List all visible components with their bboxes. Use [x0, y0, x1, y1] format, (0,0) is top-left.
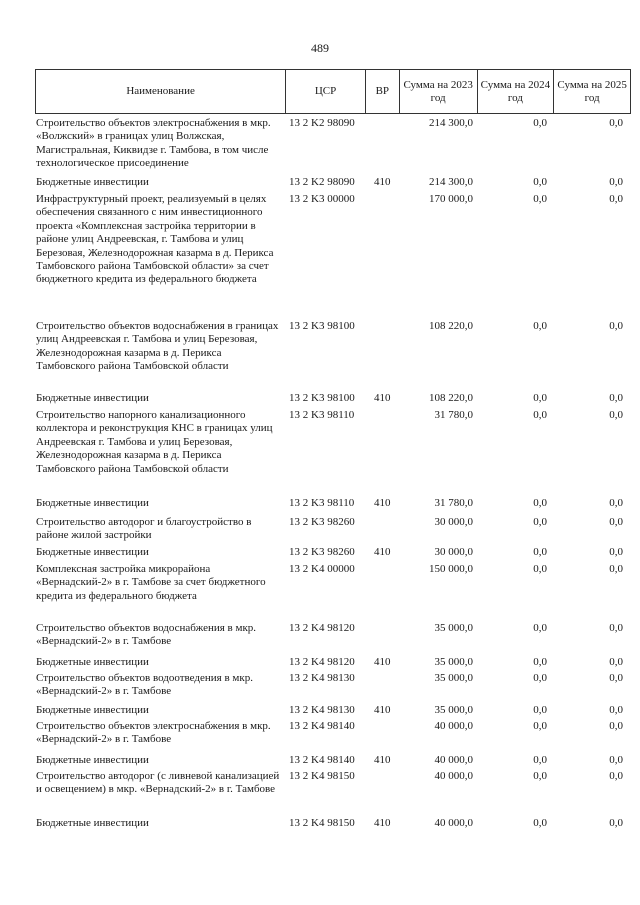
- row-sum-2023: 40 000,0: [434, 754, 473, 766]
- row-sum-2025: 0,0: [609, 320, 623, 332]
- row-sum-2025: 0,0: [609, 497, 623, 509]
- row-sum-2023: 35 000,0: [434, 622, 473, 634]
- row-name: Бюджетные инвестиции: [36, 656, 149, 668]
- row-csr: 13 2 K3 00000: [289, 193, 355, 205]
- row-name: Строительство объектов водоснабжения в мкр. «Вернадский-2» в г. Тамбове: [36, 622, 257, 648]
- row-csr: 13 2 K3 98110: [289, 497, 355, 509]
- row-csr: 13 2 K4 00000: [289, 563, 355, 575]
- row-sum-2023: 35 000,0: [434, 704, 473, 716]
- row-name: Бюджетные инвестиции: [36, 546, 149, 558]
- row-sum-2025: 0,0: [609, 704, 623, 716]
- row-csr: 13 2 K2 98090: [289, 117, 355, 129]
- row-sum-2023: 35 000,0: [434, 672, 473, 684]
- row-sum-2025: 0,0: [609, 546, 623, 558]
- row-sum-2023: 31 780,0: [434, 409, 473, 421]
- row-sum-2025: 0,0: [609, 516, 623, 528]
- row-vr: 410: [374, 754, 391, 766]
- row-sum-2023: 31 780,0: [434, 497, 473, 509]
- row-sum-2023: 108 220,0: [429, 320, 473, 332]
- row-sum-2024: 0,0: [533, 672, 547, 684]
- row-sum-2023: 214 300,0: [429, 176, 473, 188]
- row-name: Бюджетные инвестиции: [36, 704, 149, 716]
- row-sum-2024: 0,0: [533, 817, 547, 829]
- row-csr: 13 2 K3 98260: [289, 516, 355, 528]
- row-csr: 13 2 K3 98100: [289, 320, 355, 332]
- row-sum-2025: 0,0: [609, 193, 623, 205]
- row-sum-2025: 0,0: [609, 409, 623, 421]
- row-csr: 13 2 K4 98130: [289, 704, 355, 716]
- row-vr: 410: [374, 546, 391, 558]
- header-csr: ЦСР: [285, 70, 365, 113]
- row-name: Инфраструктурный проект, реализуемый в целях обеспечения связанного с ним инвестиционного проекта «Комплексная застройка территории в районе улиц Андреевская, г. Тамбова и улиц Березовая, Железнодорожная казарма в д. Перикса Тамбовского района Тамбовской области» за счет бюджетного кредита из федерального бюджета: [36, 193, 274, 286]
- row-name: Бюджетные инвестиции: [36, 497, 149, 509]
- row-sum-2024: 0,0: [533, 656, 547, 668]
- row-csr: 13 2 K4 98120: [289, 656, 355, 668]
- row-csr: 13 2 K4 98130: [289, 672, 355, 684]
- row-name: Строительство объектов водоснабжения в границах улиц Андреевская г. Тамбова и улиц Березовая, Железнодорожная казарма в д. Перикса Тамбовского района Тамбовской области: [36, 320, 279, 373]
- row-sum-2025: 0,0: [609, 563, 623, 575]
- header-sum-2025: Сумма на 2025 год: [553, 70, 630, 113]
- row-sum-2025: 0,0: [609, 754, 623, 766]
- row-sum-2023: 214 300,0: [429, 117, 473, 129]
- row-sum-2023: 35 000,0: [434, 656, 473, 668]
- row-sum-2024: 0,0: [533, 176, 547, 188]
- row-sum-2024: 0,0: [533, 770, 547, 782]
- row-name: Комплексная застройка микрорайона «Вернадский-2» в г. Тамбове за счет бюджетного кредита из федерального бюджета: [36, 563, 266, 602]
- row-sum-2024: 0,0: [533, 546, 547, 558]
- header-sum-2023: Сумма на 2023 год: [399, 70, 477, 113]
- row-vr: 410: [374, 817, 391, 829]
- row-csr: 13 2 K4 98150: [289, 770, 355, 782]
- row-sum-2024: 0,0: [533, 392, 547, 404]
- row-csr: 13 2 K4 98140: [289, 720, 355, 732]
- row-vr: 410: [374, 704, 391, 716]
- row-csr: 13 2 K3 98110: [289, 409, 355, 421]
- page-number: 489: [311, 41, 329, 55]
- header-name: Наименование: [126, 85, 195, 97]
- row-sum-2024: 0,0: [533, 720, 547, 732]
- row-csr: 13 2 K4 98120: [289, 622, 355, 634]
- row-sum-2024: 0,0: [533, 516, 547, 528]
- row-sum-2025: 0,0: [609, 392, 623, 404]
- row-sum-2025: 0,0: [609, 672, 623, 684]
- row-name: Строительство напорного канализационного коллектора и реконструкция КНС в границах улиц Андреевская г. Тамбова и улиц Березовая, Железнодорожная казарма в д. Перикса Тамбовского района Тамбовской области: [36, 409, 273, 475]
- row-sum-2024: 0,0: [533, 320, 547, 332]
- row-vr: 410: [374, 656, 391, 668]
- row-sum-2024: 0,0: [533, 193, 547, 205]
- row-sum-2024: 0,0: [533, 117, 547, 129]
- row-name: Бюджетные инвестиции: [36, 754, 149, 766]
- row-sum-2024: 0,0: [533, 563, 547, 575]
- row-sum-2025: 0,0: [609, 656, 623, 668]
- row-csr: 13 2 K3 98100: [289, 392, 355, 404]
- row-sum-2023: 108 220,0: [429, 392, 473, 404]
- row-name: Бюджетные инвестиции: [36, 176, 149, 188]
- row-csr: 13 2 K4 98150: [289, 817, 355, 829]
- row-csr: 13 2 K3 98260: [289, 546, 355, 558]
- row-name: Строительство объектов электроснабжения в мкр. «Волжский» в границах улиц Волжская, Магистральная, Киквидзе г. Тамбова, в том числе технологическое присоединение: [36, 117, 271, 170]
- row-sum-2023: 30 000,0: [434, 516, 473, 528]
- row-sum-2024: 0,0: [533, 497, 547, 509]
- row-name: Строительство объектов водоотведения в мкр. «Вернадский-2» в г. Тамбове: [36, 672, 253, 698]
- row-csr: 13 2 K2 98090: [289, 176, 355, 188]
- row-sum-2024: 0,0: [533, 622, 547, 634]
- table-header: [35, 69, 631, 114]
- row-csr: 13 2 K4 98140: [289, 754, 355, 766]
- row-sum-2024: 0,0: [533, 409, 547, 421]
- header-vr: ВР: [365, 70, 399, 113]
- row-name: Бюджетные инвестиции: [36, 392, 149, 404]
- row-sum-2025: 0,0: [609, 720, 623, 732]
- row-sum-2024: 0,0: [533, 754, 547, 766]
- row-vr: 410: [374, 176, 391, 188]
- row-sum-2023: 40 000,0: [434, 817, 473, 829]
- row-vr: 410: [374, 497, 391, 509]
- row-name: Строительство автодорог (с ливневой канализацией и освещением) в мкр. «Вернадский-2» в г. Тамбове: [36, 770, 280, 796]
- row-sum-2023: 30 000,0: [434, 546, 473, 558]
- row-name: Строительство объектов электроснабжения в мкр. «Вернадский-2» в г. Тамбове: [36, 720, 271, 746]
- row-sum-2025: 0,0: [609, 770, 623, 782]
- row-sum-2025: 0,0: [609, 117, 623, 129]
- row-name: Строительство автодорог и благоустройство в районе жилой застройки: [36, 516, 252, 542]
- row-sum-2025: 0,0: [609, 817, 623, 829]
- header-sum-2024: Сумма на 2024 год: [477, 70, 554, 113]
- row-sum-2023: 170 000,0: [429, 193, 473, 205]
- row-sum-2023: 40 000,0: [434, 770, 473, 782]
- row-sum-2024: 0,0: [533, 704, 547, 716]
- row-sum-2025: 0,0: [609, 622, 623, 634]
- row-name: Бюджетные инвестиции: [36, 817, 149, 829]
- row-vr: 410: [374, 392, 391, 404]
- row-sum-2025: 0,0: [609, 176, 623, 188]
- row-sum-2023: 40 000,0: [434, 720, 473, 732]
- row-sum-2023: 150 000,0: [429, 563, 473, 575]
